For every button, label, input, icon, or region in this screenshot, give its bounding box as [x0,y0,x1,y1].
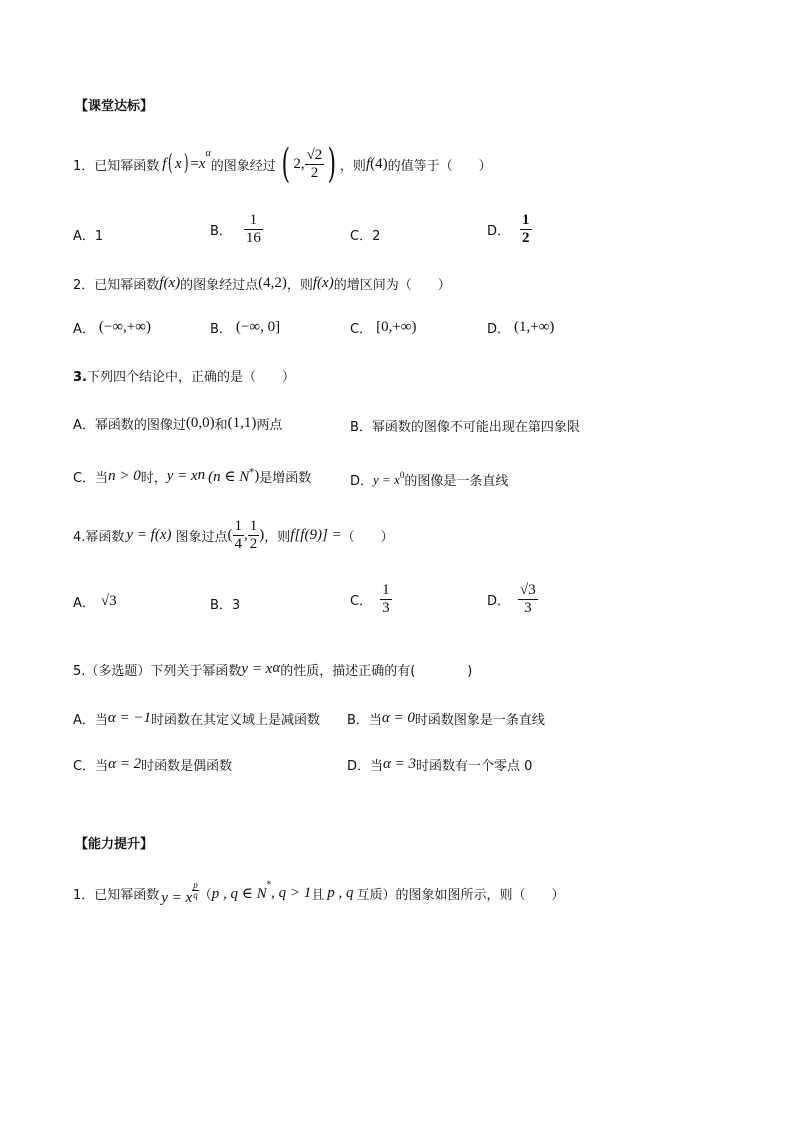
q2-option-a [73,318,151,337]
q2-fx: f(x) [159,275,181,291]
q5-text-1: 5.（多选题）下列关于幂函数 [73,664,242,679]
q5-b-text-1: B．当 [347,713,382,728]
q3-d-text-2: 的图像是一条直线 [404,474,509,489]
q3-d-sup: 0 [399,470,405,480]
q5-b-text-2: 时函数图象是一条直线 [414,713,545,728]
q5-fn: y = x [241,661,273,677]
q4-option-a [73,592,117,611]
q3-c-set: (n ∈ N [208,469,250,485]
aq1-cond: p , q ∈ N [211,886,267,902]
question-3 [73,366,295,385]
aq1-text-1: 1．已知幂函数 [73,888,160,903]
q1-b-den: 16 [245,230,261,246]
q4-p2-num: 1 [249,518,258,534]
q5-text-2: 的性质，描述正确的有( ) [280,664,473,679]
q3-option-b: B．幂函数的图像不可能出现在第四象限 [350,420,580,435]
q4-d-label: D． [487,594,511,609]
q2-text-2: 的图象经过点 [180,278,259,293]
q3-d-fn: y = x [373,471,400,487]
q3-c-text-3: 是增函数 [259,471,312,486]
aq1-text-3: 且 [311,888,325,903]
q2-fx-2: f(x) [312,275,334,291]
q4-option-d [487,582,538,617]
q1-x: x [175,155,182,172]
q1-option-d-label: D． [487,224,511,239]
question-5 [73,660,472,679]
q5-c-text-1: C．当 [73,759,109,774]
q5-c-cond: α = 2 [108,756,142,772]
q4-p1-den: 4 [234,536,243,552]
q5-a-cond: α = −1 [107,710,152,726]
aq1-text-2: （ [198,888,212,903]
q2-d-label: D． [487,322,511,337]
q3-c-fn: y = x [166,468,198,484]
q2-d-value: (1,+∞) [514,319,555,335]
aq1-text-4: 互质）的图象如图所示，则（ ） [356,888,565,903]
section-header-classroom: 【课堂达标】 [75,99,154,114]
q4-text-3: ，则 [264,530,291,545]
q2-option-d [487,318,554,337]
q5-b-cond: α = 0 [381,710,415,726]
q1-point-num: √2 [306,146,323,163]
q2-point: (4,2) [258,275,287,291]
q3-a-text-3: 两点 [256,418,283,433]
q5-d-cond: α = 3 [383,756,417,772]
q3-a-text-1: A．幂函数的图像过 [73,418,186,433]
q3-a-point-2: (1,1) [227,415,257,431]
q5-sup: α [272,660,281,676]
q5-a-text-1: A．当 [73,713,108,728]
q5-option-a [73,709,320,728]
q2-a-label: A． [73,322,95,337]
question-1: 1．已知幂函数 f ( x ) = x $^\alpha$ 的图象经过 ( 2, $\frac{√2}{2}$ ) ，则 f (4) 的值等于（ ） [73,141,492,187]
q4-option-c [350,582,392,617]
q2-text-3: ，则 [286,278,313,293]
q4-c-label: C． [350,594,373,609]
q1-point-den: 2 [310,164,319,181]
q5-option-b [347,709,545,728]
advanced-question-1 [73,880,565,907]
q1-paren-close: ) [183,151,189,176]
q5-option-d [347,755,532,774]
q5-a-text-2: 时函数在其定义域上是减函数 [151,713,321,728]
q3-a-point-1: (0,0) [185,415,215,431]
q4-a-value: √3 [100,593,117,609]
q3-c-sup: n [197,467,206,483]
q1-x-base: x [198,155,206,172]
q3-option-d [350,470,508,489]
q4-p1-num: 1 [234,518,243,534]
q3-number: 3. [73,370,87,385]
q1-eq: = [190,155,199,172]
aq1-exp-p: p [193,880,198,890]
q4-option-b: B．3 [210,598,241,613]
q4-c-num: 1 [382,582,390,598]
question-2 [73,274,451,293]
q3-option-a [73,414,282,433]
aq1-fn: y = x [161,890,193,906]
q1-d-num: 1 [522,212,530,228]
q1-text-1: 1．已知幂函数 [73,158,160,174]
q2-c-value: [0,+∞) [376,319,417,335]
aq1-pq: p , q [327,885,354,901]
q3-c-text-1: C．当 [73,471,109,486]
q4-paren-close: ) [259,527,265,543]
q1-option-a: A．1 [73,229,104,244]
q2-b-value: (−∞, 0] [235,319,281,335]
q5-d-text-1: D．当 [347,759,384,774]
q1-four: (4) [370,155,388,172]
q4-a-label: A． [73,596,95,611]
q2-option-b [210,318,280,337]
q1-option-b [210,212,263,247]
q1-point-fraction [305,147,325,182]
q4-text-1: 4.幂函数 [73,530,125,545]
q4-paren-open: ( [227,527,233,543]
q1-f4: f [365,155,371,172]
q1-text-2: 的图象经过 [210,158,276,174]
q1-alpha: α [205,148,211,159]
q2-c-label: C． [350,322,373,337]
q1-point-a: 2, [293,155,305,172]
q1-d-den: 2 [522,230,530,246]
q2-text-4: 的增区间为（ ） [333,278,451,293]
q1-b-num: 1 [244,212,263,230]
q4-text-2: 图象过点 [175,530,228,545]
q4-d-den: 3 [524,600,532,616]
question-4 [73,518,394,553]
q1-paren-open: ( [168,151,174,176]
q3-c-text-2: 时， [140,471,167,486]
q4-c-den: 3 [382,600,390,616]
q1-option-b-label: B． [210,224,232,239]
q5-c-text-2: 时函数是偶函数 [141,759,233,774]
q3-a-text-2: 和 [214,418,228,433]
q3-c-cond: n > 0 [108,468,141,484]
section-header-advanced: 【能力提升】 [75,837,154,852]
q1-option-d [487,212,532,247]
q4-fn: y = f(x) [126,527,172,543]
q4-d-num: √3 [520,582,536,598]
q1-f: f [162,155,167,172]
q4-comma: , [244,527,248,543]
q3-d-text-1: D． [350,474,374,489]
q3-c-star: * [249,467,255,478]
q3-c-close: ) [254,468,260,484]
q5-option-c [73,755,232,774]
q4-p2-den: 2 [249,536,258,552]
q1-text-4: 的值等于（ ） [387,158,492,174]
q4-text-4: （ ） [341,530,394,545]
q1-option-c: C．2 [350,229,381,244]
q2-a-value: (−∞,+∞) [98,319,151,335]
q2-b-label: B． [210,322,232,337]
aq1-star: * [266,880,272,890]
q4-ff: f[f(9)] = [290,527,342,543]
q2-text-1: 2．已知幂函数 [73,278,160,293]
q5-d-text-2: 时函数有一个零点 0 [416,759,533,774]
q2-option-c [350,318,416,337]
q3-option-c [73,467,311,486]
q1-text-3: ，则 [339,158,366,174]
q3-stem: 下列四个结论中，正确的是（ ） [86,370,295,385]
aq1-cond-2: , q > 1 [271,885,312,901]
aq1-exp-q: q [193,890,198,900]
